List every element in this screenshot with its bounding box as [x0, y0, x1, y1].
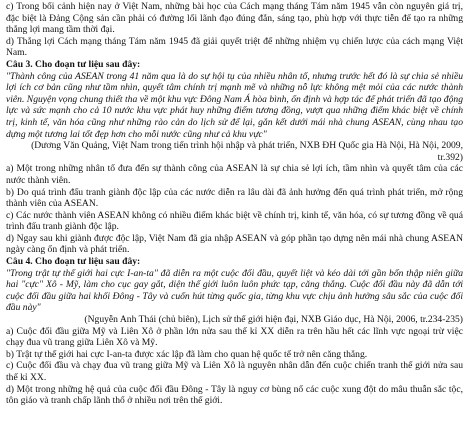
- option-b-cau3: [6, 187, 463, 210]
- option-a-cau4: [6, 326, 463, 349]
- option-text: Ngay sau khi giành được độc lập, Việt Nam đã gia nhập ASEAN và góp phần tạo dựng nên mái nhà chung ASEAN ngày càng ổn định và phát triển.: [6, 232, 463, 256]
- option-a-cau3: [6, 163, 463, 186]
- option-text: Cuộc đối đầu giữa Mỹ và Liên Xô ở phần lớn nửa sau thế kỉ XX diễn ra trên hầu hết các lĩnh vực ngoại trừ việc chạy đua vũ trang giữa Liên Xô và Mỹ.: [6, 325, 463, 349]
- option-label: a): [6, 325, 14, 337]
- option-text: Cuộc đối đầu và chạy đua vũ trang giữa Mỹ và Liên Xô là nguyên nhân dẫn đến cuộc chiến tranh thế giới nửa sau thế kỉ XX.: [6, 360, 463, 383]
- option-c-cau3: [6, 210, 463, 233]
- option-text: Một trong những nhân tố đưa đến sự thành công của ASEAN là sự chia sẻ lợi ích, tầm nhìn và quyết tâm của các nước thành viên.: [6, 163, 463, 186]
- option-label: c): [6, 1, 14, 12]
- option-label: d): [6, 35, 14, 47]
- option-text: Trật tự thế giới hai cực I-an-ta được xác lập đã làm cho quan hệ quốc tế trở nên căng thẳng.: [16, 348, 368, 360]
- option-label: b): [6, 348, 14, 360]
- question-4-source: (Nguyễn Anh Thái (chủ biên), Lịch sử thế giới hiện đại, NXB Giáo dục, Hà Nội, 2006, tr.234-235): [84, 314, 463, 326]
- option-label: d): [6, 383, 14, 395]
- question-4-quote: "Trong trật tự thế giới hai cực I-an-ta" đã diễn ra một cuộc đối đầu, quyết liệt và kéo dài tới gần bốn thập niên giữa hai "cực" Xô - Mỹ, làm cho cục gay gắt, diện thế giới luôn luôn phức tạp, căng thẳng. Cuộc đối đầu này đã dẫn tới cuộc đối đầu giữa hai khối Đông - Tây và cuốn hút từng quốc gia, từng khu vực chịu ảnh hưởng sâu sắc của cuộc đối đầu này": [6, 267, 463, 314]
- option-label: a): [6, 163, 14, 175]
- option-d-cau3: [6, 233, 463, 256]
- option-c-cau4: [6, 360, 463, 383]
- option-text: Các nước thành viên ASEAN không có nhiều điểm khác biệt về chính trị, kinh tế, văn hóa, có sự tương đồng về quá trình đấu tranh giành độc lập.: [6, 209, 463, 233]
- option-label: c): [6, 360, 14, 372]
- question-3-source: (Dương Văn Quảng, Việt Nam trong tiến trình hội nhập và phát triển, NXB ĐH Quốc gia Hà Nội, Hà Nội, 2009, tr.392): [31, 140, 463, 163]
- option-label: d): [6, 232, 14, 244]
- option-d-cau4: [6, 384, 463, 407]
- option-label: b): [6, 186, 14, 198]
- question-4-heading: Câu 4. Cho đoạn tư liệu sau đây:: [6, 256, 141, 268]
- option-text: Một trong những hệ quả của cuộc đối đầu Đông - Tây là nguy cơ bùng nổ các cuộc xung đột do mâu thuẫn sắc tộc, tôn giáo và tranh chấp lãnh thổ ở nhiều nơi trên thế giới.: [6, 383, 464, 407]
- question-3-quote: "Thành công của ASEAN trong 41 năm qua là do sự hội tụ của nhiều nhân tố, nhưng trước hết đó là sự chia sẻ nhiều lợi ích cơ bản cũng như tầm nhìn, quyết tâm chính trị mạnh mẽ và những nỗ lực không mệt mỏi của các nước thành viên. Nguyện vọng chung thiết tha về một khu vực Đông Nam Á hòa bình, ổn định và hợp tác để phát triển đã tạo động lực và sức mạnh cho cả 10 nước khu vực phát huy những điểm tương đồng, vượt qua những điểm khác biệt về chính trị, kinh tế, văn hóa cũng như những rào cản do lịch sử để lại, gắn kết dưới mái nhà chung ASEAN, cùng nhau tạo dựng một tương lai tốt đẹp hơn cho mỗi nước cũng như cả khu vực": [6, 70, 463, 140]
- option-d-cau2: [6, 36, 463, 59]
- option-b-cau4: [6, 349, 463, 361]
- option-c-cau2: [6, 1, 463, 36]
- option-text: Trong bối cảnh hiện nay ở Việt Nam, những bài học của Cách mạng tháng Tám năm 1945 vẫn còn nguyên giá trị, đặc biệt là Đảng Cộng sản cần phải có đường lối lãnh đạo đúng đắn, sáng tạo, phù hợp với thực tiễn để tạo ra những thắng lợi mang tầm thời đại.: [6, 1, 463, 36]
- option-text: Do quá trình đấu tranh giành độc lập của các nước diễn ra lâu dài đã ảnh hưởng đến quá trình phát triển, mở rộng thành viên của ASEAN.: [6, 186, 463, 210]
- question-3-heading: Câu 3. Cho đoạn tư liệu sau đây:: [6, 58, 141, 70]
- option-text: Thắng lợi Cách mạng tháng Tám năm 1945 đã giải quyết triệt để những nhiệm vụ chiến lược của cách mạng Việt Nam.: [6, 35, 463, 59]
- option-label: c): [6, 209, 14, 221]
